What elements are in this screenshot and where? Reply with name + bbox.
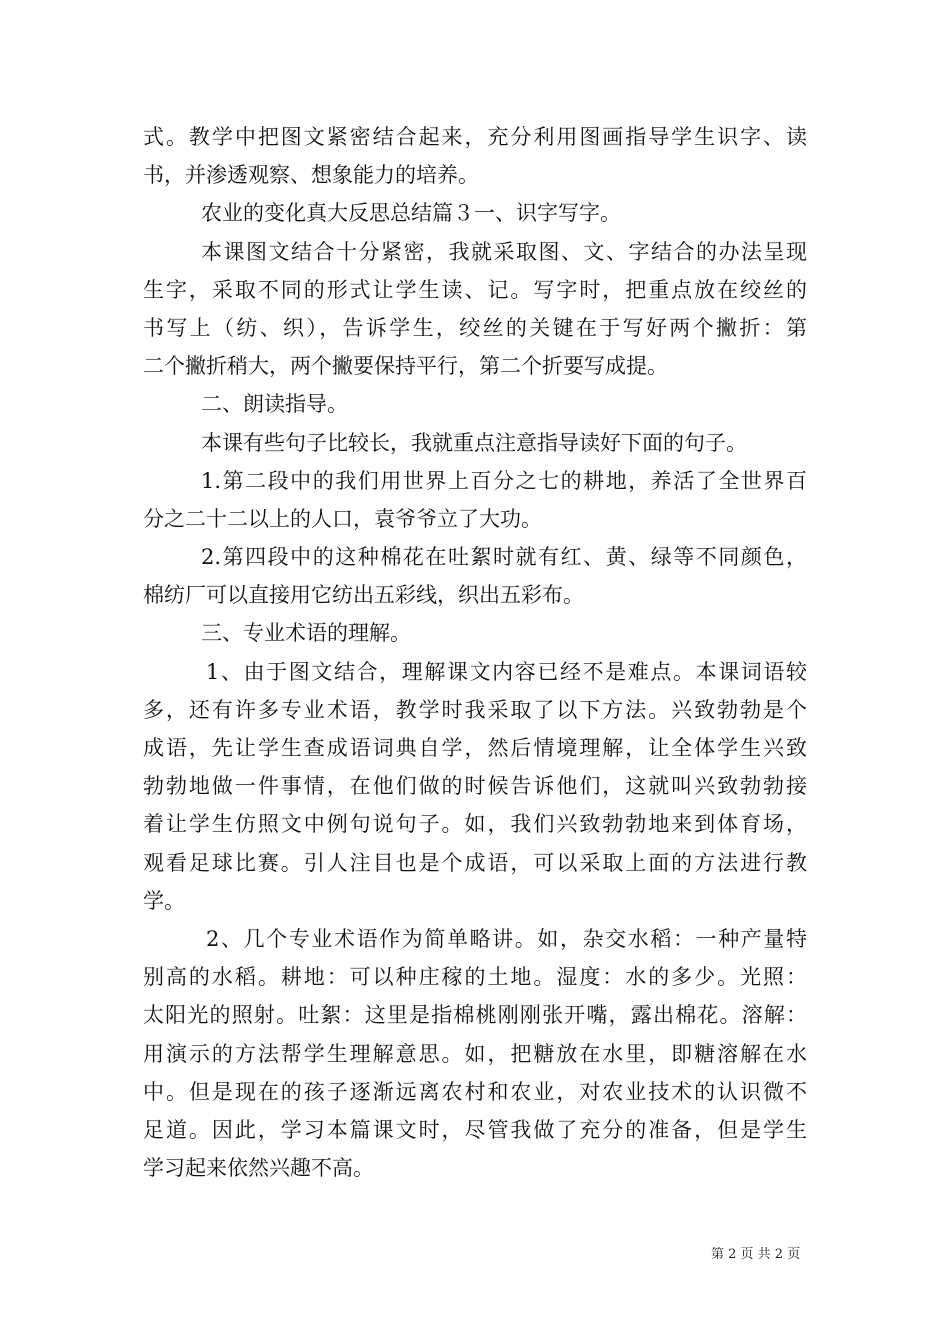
section-heading: 农业的变化真大反思总结篇３一、识字写字。	[201, 201, 621, 226]
text-line: 成语，先让学生查成语词典自学，然后情境理解，让全体学生兴致	[143, 736, 807, 760]
text-line: 1.第二段中的我们用世界上百分之七的耕地，养活了全世界百	[201, 468, 807, 493]
text-line: 2.第四段中的这种棉花在吐絮时就有红、黄、绿等不同颜色，	[201, 545, 807, 570]
text-line: 着让学生仿照文中例句说句子。如，我们兴致勃勃地来到体育场，	[143, 812, 807, 837]
text-line: 本课有些句子比较长，我就重点注意指导读好下面的句子。	[201, 430, 747, 455]
text-line: 中。但是现在的孩子逐渐远离农村和农业，对农业技术的认识微不	[143, 1079, 807, 1104]
body-text	[143, 118, 807, 1187]
text-line: 太阳光的照射。吐絮：这里是指棉桃刚刚张开嘴，露出棉花。溶解：	[143, 1003, 807, 1028]
text-line: 别高的水稻。耕地：可以种庄稼的土地。湿度：水的多少。光照：	[143, 965, 807, 990]
text-line: 2、几个专业术语作为简单略讲。如，杂交水稻：一种产量特	[206, 926, 807, 951]
text-line: 用演示的方法帮学生理解意思。如，把糖放在水里，即糖溶解在水	[143, 1041, 807, 1066]
text-line: 足道。因此，学习本篇课文时，尽管我做了充分的准备，但是学生	[143, 1117, 807, 1142]
text-line: 生字，采取不同的形式让学生读、记。写字时，把重点放在绞丝的	[143, 277, 807, 302]
section-heading: 三、专业术语的理解。	[201, 621, 411, 646]
text-line: 学习起来依然兴趣不高。	[143, 1156, 374, 1181]
text-line: 棉纺厂可以直接用它纺出五彩线，织出五彩布。	[143, 583, 584, 608]
section-heading: 二、朗读指导。	[201, 392, 348, 417]
text-line: 多，还有许多专业术语，教学时我采取了以下方法。兴致勃勃是个	[143, 697, 807, 722]
text-line: 本课图文结合十分紧密，我就采取图、文、字结合的办法呈现	[201, 239, 807, 264]
page-number: 第 2 页 共 2 页	[711, 1247, 801, 1262]
text-line: 1、由于图文结合，理解课文内容已经不是难点。本课词语较	[206, 659, 807, 684]
text-line: 书，并渗透观察、想象能力的培养。	[143, 163, 479, 188]
text-line: 式。教学中把图文紧密结合起来，充分利用图画指导学生识字、读	[143, 125, 807, 149]
text-line: 勃勃地做一件事情，在他们做的时候告诉他们，这就叫兴致勃勃接	[143, 774, 807, 799]
text-line: 二个撇折稍大，两个撇要保持平行，第二个折要写成提。	[143, 354, 668, 379]
text-line: 学。	[143, 888, 185, 913]
text-line: 分之二十二以上的人口，袁爷爷立了大功。	[143, 506, 542, 531]
text-line: 观看足球比赛。引人注目也是个成语，可以采取上面的方法进行教	[143, 850, 807, 875]
text-line: 书写上（纺、织），告诉学生，绞丝的关键在于写好两个撇折：第	[143, 315, 807, 340]
